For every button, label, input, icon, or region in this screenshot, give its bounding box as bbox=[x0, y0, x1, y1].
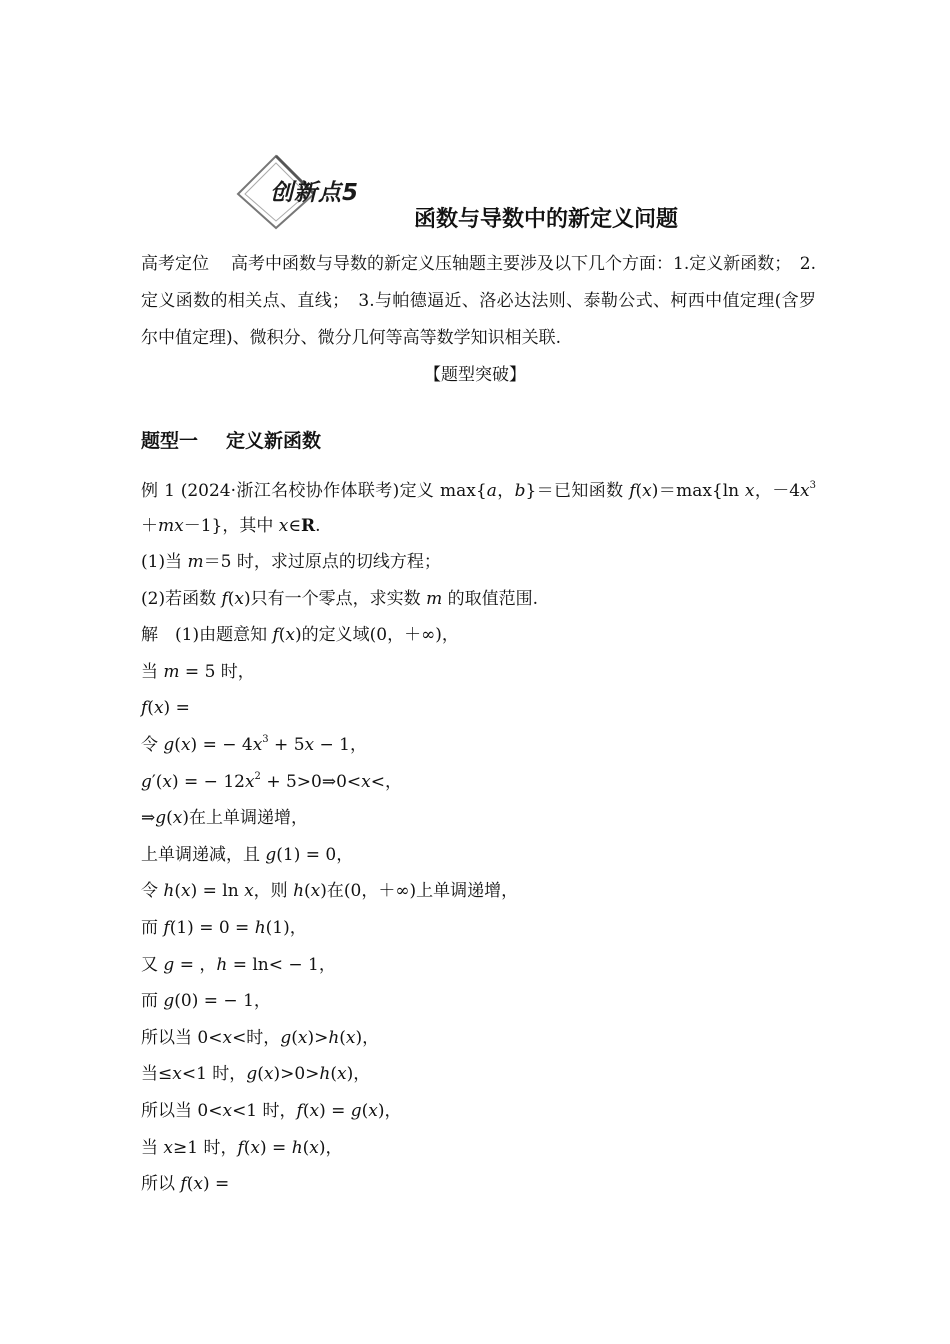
section-heading: 【题型突破】 bbox=[424, 365, 526, 385]
example-label: 例 1 bbox=[141, 481, 175, 501]
solution-line: 令 h(x) = ln x，则 h(x)在(0，＋∞)上单调递增， bbox=[141, 881, 519, 902]
solution-line: 而 g(0) = − 1， bbox=[141, 991, 271, 1012]
solution-line: f(x) = bbox=[141, 698, 190, 719]
question-1: (1)当 m＝5 时，求过原点的切线方程； bbox=[141, 552, 441, 572]
solution-line: g′(x) = − $12x^2$ + 5>0⇒0<x<， bbox=[141, 770, 402, 792]
type-heading bbox=[141, 426, 321, 453]
solution-line: 而 f(1) = 0 = h(1)， bbox=[141, 917, 307, 938]
type-number: 题型一 bbox=[141, 430, 199, 452]
solution-line: 所以当 0<x<时，g(x)>h(x)， bbox=[141, 1027, 380, 1048]
solution-line: 又 g = ，h = ln< − 1， bbox=[141, 954, 336, 975]
solution-line: 所以当 0<x<1 时，f(x) = g(x)， bbox=[141, 1100, 402, 1121]
solution-line: 解 (1)由题意知 f(x)的定义域(0，＋∞)， bbox=[141, 625, 459, 646]
solution-line: ⇒g(x)在上单调递增， bbox=[141, 808, 309, 829]
innovation-badge-label: 创新点5 bbox=[270, 180, 360, 206]
example-source: (2024·浙江名校协作体联考) bbox=[180, 481, 400, 501]
solution-line: 当 x≥1 时，f(x) = h(x)， bbox=[141, 1137, 343, 1158]
solution-line: 令 g(x) = − $4x^3 + 5x - 1$， bbox=[141, 733, 367, 755]
example-statement: 例 1 (2024·浙江名校协作体联考)定义 max{a，b}＝已知函数 f(x)＝max{ln x，$-4x^3+mx-1$}，其中 x∈R. bbox=[141, 480, 816, 536]
solution-label: 解 bbox=[141, 625, 158, 646]
example-body bbox=[141, 474, 816, 1203]
type-name: 定义新函数 bbox=[226, 430, 322, 452]
intro-text: 高考中函数与导数的新定义压轴题主要涉及以下几个方面：1.定义新函数； 2.定义函数的相关点、直线； 3.与帕德逼近、洛必达法则、泰勒公式、柯西中值定理(含罗尔中值定理)、微积分、微分几何等高等数学知识相关联. bbox=[141, 254, 816, 348]
question-2: (2)若函数 f(x)只有一个零点，求实数 m 的取值范围. bbox=[141, 588, 538, 609]
intro-label: 高考定位 bbox=[141, 254, 210, 274]
intro-paragraph bbox=[141, 246, 816, 357]
page-title: 函数与导数中的新定义问题 bbox=[414, 207, 679, 232]
solution-line: 所以 f(x) = bbox=[141, 1174, 230, 1195]
solution-line: 当 m = 5 时， bbox=[141, 661, 255, 682]
solution-line: 上单调递减，且 g(1) = 0， bbox=[141, 844, 354, 865]
solution-line: 当≤x<1 时，g(x)>0>h(x)， bbox=[141, 1064, 371, 1085]
